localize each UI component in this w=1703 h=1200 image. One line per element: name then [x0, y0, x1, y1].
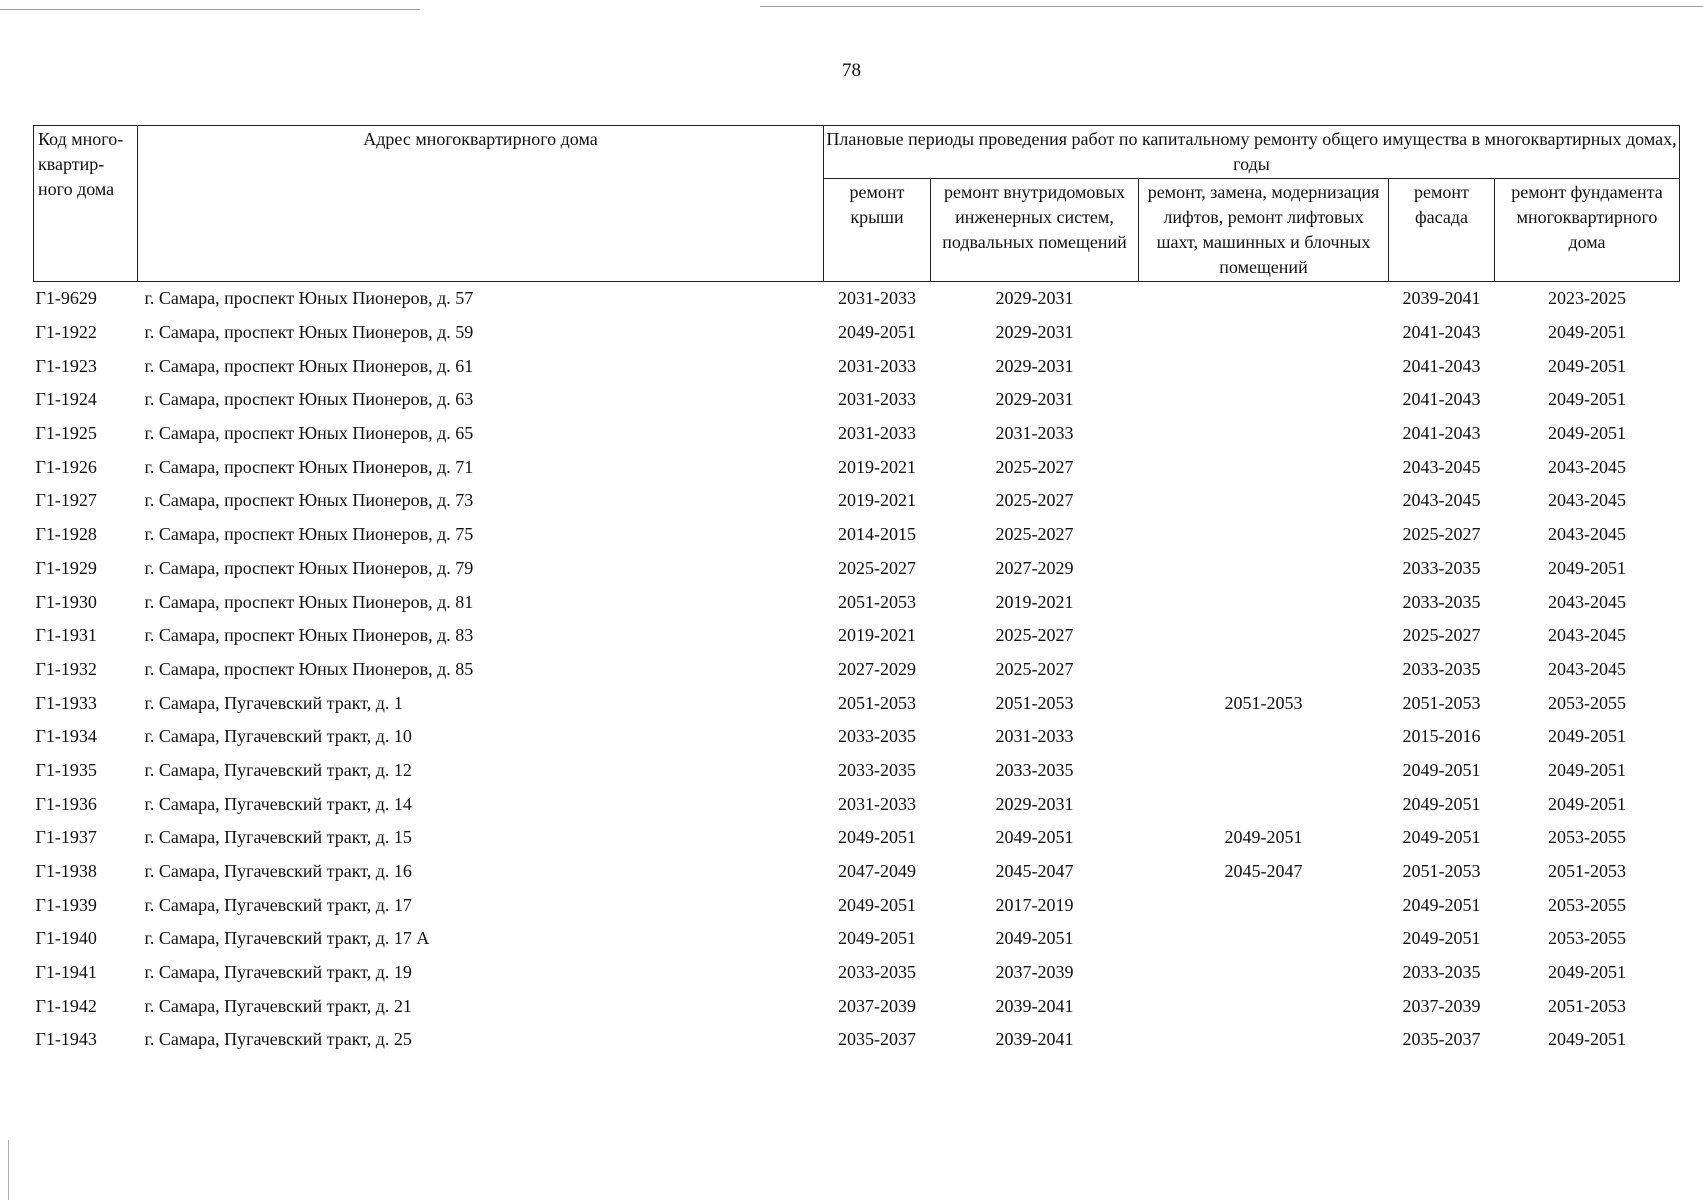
cell-address: г. Самара, проспект Юных Пионеров, д. 61: [144, 355, 474, 376]
cell-facade: 2033-2035: [1402, 591, 1481, 612]
cell-foundation: 2043-2045: [1548, 490, 1626, 511]
cell-elevators: [1139, 316, 1389, 350]
cell-engineering: 2039-2041: [995, 995, 1074, 1016]
cell-code: Г1-9629: [35, 288, 97, 309]
cell-address: г. Самара, Пугачевский тракт, д. 25: [144, 1029, 412, 1050]
cell-engineering: 2049-2051: [995, 928, 1074, 949]
cell-address: г. Самара, проспект Юных Пионеров, д. 71: [144, 456, 474, 477]
header-periods-group: Плановые периоды проведения работ по капитальному ремонту общего имущества в многоквартирных домах, годы: [824, 126, 1680, 179]
cell-elevators: [1139, 282, 1389, 316]
cell-elevators: [1139, 956, 1389, 990]
cell-facade: 2041-2043: [1402, 322, 1481, 343]
cell-roof: 2033-2035: [838, 726, 916, 747]
cell-address: г. Самара, проспект Юных Пионеров, д. 65: [144, 423, 474, 444]
cell-facade: 2041-2043: [1402, 355, 1481, 376]
cell-roof: 2019-2021: [838, 456, 916, 477]
cell-foundation: 2049-2051: [1548, 793, 1626, 814]
cell-facade: 2051-2053: [1402, 861, 1481, 882]
cell-roof: 2014-2015: [838, 524, 916, 545]
table-row: [34, 888, 1680, 922]
header-facade: ремонт фасада: [1389, 179, 1495, 282]
table-row: [34, 282, 1680, 316]
cell-roof: 2019-2021: [838, 625, 916, 646]
cell-elevators: [1139, 888, 1389, 922]
header-address: Адрес многоквартирного дома: [138, 126, 824, 282]
cell-roof: 2049-2051: [838, 928, 916, 949]
cell-foundation: 2053-2055: [1548, 692, 1626, 713]
cell-elevators: [1139, 417, 1389, 451]
cell-foundation: 2049-2051: [1548, 726, 1626, 747]
table-row: [34, 754, 1680, 788]
cell-address: г. Самара, проспект Юных Пионеров, д. 83: [144, 625, 474, 646]
cell-code: Г1-1936: [35, 793, 97, 814]
cell-code: Г1-1923: [35, 355, 97, 376]
cell-facade: 2025-2027: [1402, 524, 1481, 545]
cell-foundation: 2049-2051: [1548, 557, 1626, 578]
cell-elevators: [1139, 552, 1389, 586]
cell-engineering: 2029-2031: [995, 793, 1074, 814]
cell-roof: 2031-2033: [838, 389, 916, 410]
cell-address: г. Самара, Пугачевский тракт, д. 1: [144, 692, 403, 713]
cell-facade: 2041-2043: [1402, 423, 1481, 444]
cell-code: Г1-1922: [35, 322, 97, 343]
table-row: [34, 619, 1680, 653]
cell-roof: 2051-2053: [838, 591, 916, 612]
cell-roof: 2031-2033: [838, 355, 916, 376]
cell-elevators: [1139, 450, 1389, 484]
table-row: [34, 316, 1680, 350]
cell-engineering: 2031-2033: [995, 423, 1074, 444]
cell-facade: 2041-2043: [1402, 389, 1481, 410]
table-row: [34, 383, 1680, 417]
cell-address: г. Самара, Пугачевский тракт, д. 19: [144, 962, 412, 983]
cell-facade: 2051-2053: [1402, 692, 1481, 713]
cell-elevators: [1139, 787, 1389, 821]
cell-engineering: 2029-2031: [995, 389, 1074, 410]
cell-elevators: [1139, 484, 1389, 518]
cell-facade: 2033-2035: [1402, 962, 1481, 983]
cell-roof: 2049-2051: [838, 894, 916, 915]
cell-engineering: 2051-2053: [995, 692, 1074, 713]
header-code: Код много-квартир-ного дома: [34, 126, 138, 282]
cell-code: Г1-1926: [35, 456, 97, 477]
cell-engineering: 2025-2027: [995, 456, 1074, 477]
table-row: [34, 1023, 1680, 1057]
cell-code: Г1-1925: [35, 423, 97, 444]
cell-elevators: [1139, 653, 1389, 687]
cell-engineering: 2027-2029: [995, 557, 1074, 578]
cell-engineering: 2025-2027: [995, 524, 1074, 545]
cell-roof: 2047-2049: [838, 861, 916, 882]
cell-address: г. Самара, проспект Юных Пионеров, д. 73: [144, 490, 474, 511]
cell-engineering: 2039-2041: [995, 1029, 1074, 1050]
cell-facade: 2043-2045: [1402, 456, 1481, 477]
table-row: [34, 686, 1680, 720]
cell-foundation: 2053-2055: [1548, 928, 1626, 949]
cell-foundation: 2049-2051: [1548, 423, 1626, 444]
cell-roof: 2049-2051: [838, 322, 916, 343]
cell-roof: 2033-2035: [838, 759, 916, 780]
cell-roof: 2035-2037: [838, 1029, 916, 1050]
cell-roof: 2031-2033: [838, 288, 916, 309]
cell-engineering: 2017-2019: [995, 894, 1074, 915]
cell-facade: 2035-2037: [1402, 1029, 1481, 1050]
cell-facade: 2049-2051: [1402, 759, 1481, 780]
cell-foundation: 2051-2053: [1548, 861, 1626, 882]
cell-roof: 2033-2035: [838, 962, 916, 983]
cell-address: г. Самара, Пугачевский тракт, д. 16: [144, 861, 412, 882]
cell-address: г. Самара, проспект Юных Пионеров, д. 57: [144, 288, 474, 309]
cell-roof: 2019-2021: [838, 490, 916, 511]
cell-roof: 2037-2039: [838, 995, 916, 1016]
table-row: [34, 552, 1680, 586]
cell-facade: 2049-2051: [1402, 827, 1481, 848]
cell-address: г. Самара, проспект Юных Пионеров, д. 75: [144, 524, 474, 545]
cell-address: г. Самара, Пугачевский тракт, д. 10: [144, 726, 412, 747]
cell-engineering: 2019-2021: [995, 591, 1074, 612]
cell-elevators: [1139, 383, 1389, 417]
cell-foundation: 2049-2051: [1548, 1029, 1626, 1050]
cell-roof: 2031-2033: [838, 423, 916, 444]
header-roof: ремонт крыши: [824, 179, 931, 282]
table-row: [34, 956, 1680, 990]
cell-elevators: [1139, 922, 1389, 956]
cell-elevators: 2045-2047: [1224, 861, 1303, 882]
table-row: [34, 653, 1680, 687]
table-row: [34, 855, 1680, 889]
cell-foundation: 2049-2051: [1548, 355, 1626, 376]
table-row: [34, 821, 1680, 855]
cell-address: г. Самара, проспект Юных Пионеров, д. 63: [144, 389, 474, 410]
table-row: [34, 450, 1680, 484]
cell-address: г. Самара, проспект Юных Пионеров, д. 79: [144, 557, 474, 578]
cell-elevators: [1139, 1023, 1389, 1057]
cell-roof: 2027-2029: [838, 658, 916, 679]
cell-facade: 2049-2051: [1402, 793, 1481, 814]
repair-schedule-table: [33, 125, 1680, 1057]
cell-facade: 2025-2027: [1402, 625, 1481, 646]
cell-engineering: 2029-2031: [995, 288, 1074, 309]
cell-facade: 2015-2016: [1402, 726, 1481, 747]
cell-address: г. Самара, проспект Юных Пионеров, д. 81: [144, 591, 474, 612]
cell-facade: 2039-2041: [1402, 288, 1481, 309]
cell-facade: 2043-2045: [1402, 490, 1481, 511]
cell-engineering: 2029-2031: [995, 355, 1074, 376]
cell-foundation: 2049-2051: [1548, 389, 1626, 410]
header-foundation: ремонт фундамента многоквартирного дома: [1495, 179, 1680, 282]
cell-engineering: 2045-2047: [995, 861, 1074, 882]
cell-facade: 2037-2039: [1402, 995, 1481, 1016]
cell-engineering: 2037-2039: [995, 962, 1074, 983]
cell-code: Г1-1924: [35, 389, 97, 410]
table-row: [34, 989, 1680, 1023]
cell-code: Г1-1943: [35, 1029, 97, 1050]
cell-roof: 2025-2027: [838, 557, 916, 578]
page-number: 78: [842, 60, 861, 81]
cell-code: Г1-1939: [35, 894, 97, 915]
table-row: [34, 518, 1680, 552]
cell-elevators: [1139, 585, 1389, 619]
cell-elevators: [1139, 518, 1389, 552]
cell-code: Г1-1940: [35, 928, 97, 949]
table-body: [34, 282, 1680, 1057]
scan-artifact-top-right: [760, 6, 1703, 7]
cell-elevators: [1139, 754, 1389, 788]
cell-foundation: 2043-2045: [1548, 524, 1626, 545]
cell-engineering: 2025-2027: [995, 658, 1074, 679]
cell-code: Г1-1941: [35, 962, 97, 983]
cell-address: г. Самара, Пугачевский тракт, д. 17: [144, 894, 412, 915]
scan-artifact-left-edge: [8, 1140, 9, 1200]
table-row: [34, 349, 1680, 383]
scan-artifact-top-left: [0, 9, 420, 10]
cell-roof: 2031-2033: [838, 793, 916, 814]
cell-code: Г1-1929: [35, 557, 97, 578]
cell-elevators: 2051-2053: [1224, 692, 1303, 713]
cell-foundation: 2043-2045: [1548, 456, 1626, 477]
cell-roof: 2051-2053: [838, 692, 916, 713]
cell-code: Г1-1928: [35, 524, 97, 545]
cell-elevators: 2049-2051: [1224, 827, 1303, 848]
cell-elevators: [1139, 720, 1389, 754]
cell-code: Г1-1933: [35, 692, 97, 713]
cell-code: Г1-1935: [35, 759, 97, 780]
cell-foundation: 2053-2055: [1548, 894, 1626, 915]
cell-foundation: 2023-2025: [1548, 288, 1626, 309]
cell-elevators: [1139, 989, 1389, 1023]
header-elevators: ремонт, замена, модернизация лифтов, ремонт лифтовых шахт, машинных и блочных помещений: [1139, 179, 1389, 282]
table-row: [34, 585, 1680, 619]
cell-address: г. Самара, Пугачевский тракт, д. 15: [144, 827, 412, 848]
cell-foundation: 2051-2053: [1548, 995, 1626, 1016]
table-row: [34, 787, 1680, 821]
cell-code: Г1-1937: [35, 827, 97, 848]
cell-address: г. Самара, Пугачевский тракт, д. 17 А: [144, 928, 430, 949]
cell-code: Г1-1932: [35, 658, 97, 679]
cell-code: Г1-1927: [35, 490, 97, 511]
cell-foundation: 2049-2051: [1548, 322, 1626, 343]
cell-elevators: [1139, 349, 1389, 383]
cell-foundation: 2043-2045: [1548, 658, 1626, 679]
cell-address: г. Самара, Пугачевский тракт, д. 14: [144, 793, 412, 814]
cell-address: г. Самара, проспект Юных Пионеров, д. 85: [144, 658, 474, 679]
cell-foundation: 2049-2051: [1548, 962, 1626, 983]
cell-code: Г1-1934: [35, 726, 97, 747]
cell-engineering: 2025-2027: [995, 490, 1074, 511]
cell-elevators: [1139, 619, 1389, 653]
cell-address: г. Самара, Пугачевский тракт, д. 21: [144, 995, 412, 1016]
cell-foundation: 2053-2055: [1548, 827, 1626, 848]
cell-foundation: 2043-2045: [1548, 625, 1626, 646]
cell-engineering: 2025-2027: [995, 625, 1074, 646]
table-row: [34, 417, 1680, 451]
cell-code: Г1-1942: [35, 995, 97, 1016]
table-row: [34, 484, 1680, 518]
cell-code: Г1-1930: [35, 591, 97, 612]
table-row: [34, 720, 1680, 754]
header-engineering: ремонт внутридомовых инженерных систем, подвальных помещений: [931, 179, 1139, 282]
cell-facade: 2049-2051: [1402, 928, 1481, 949]
cell-foundation: 2049-2051: [1548, 759, 1626, 780]
cell-address: г. Самара, Пугачевский тракт, д. 12: [144, 759, 412, 780]
cell-facade: 2033-2035: [1402, 557, 1481, 578]
cell-code: Г1-1931: [35, 625, 97, 646]
cell-engineering: 2029-2031: [995, 322, 1074, 343]
cell-engineering: 2031-2033: [995, 726, 1074, 747]
table-row: [34, 922, 1680, 956]
cell-code: Г1-1938: [35, 861, 97, 882]
cell-facade: 2049-2051: [1402, 894, 1481, 915]
cell-engineering: 2049-2051: [995, 827, 1074, 848]
cell-address: г. Самара, проспект Юных Пионеров, д. 59: [144, 322, 474, 343]
cell-roof: 2049-2051: [838, 827, 916, 848]
cell-engineering: 2033-2035: [995, 759, 1074, 780]
cell-facade: 2033-2035: [1402, 658, 1481, 679]
cell-foundation: 2043-2045: [1548, 591, 1626, 612]
